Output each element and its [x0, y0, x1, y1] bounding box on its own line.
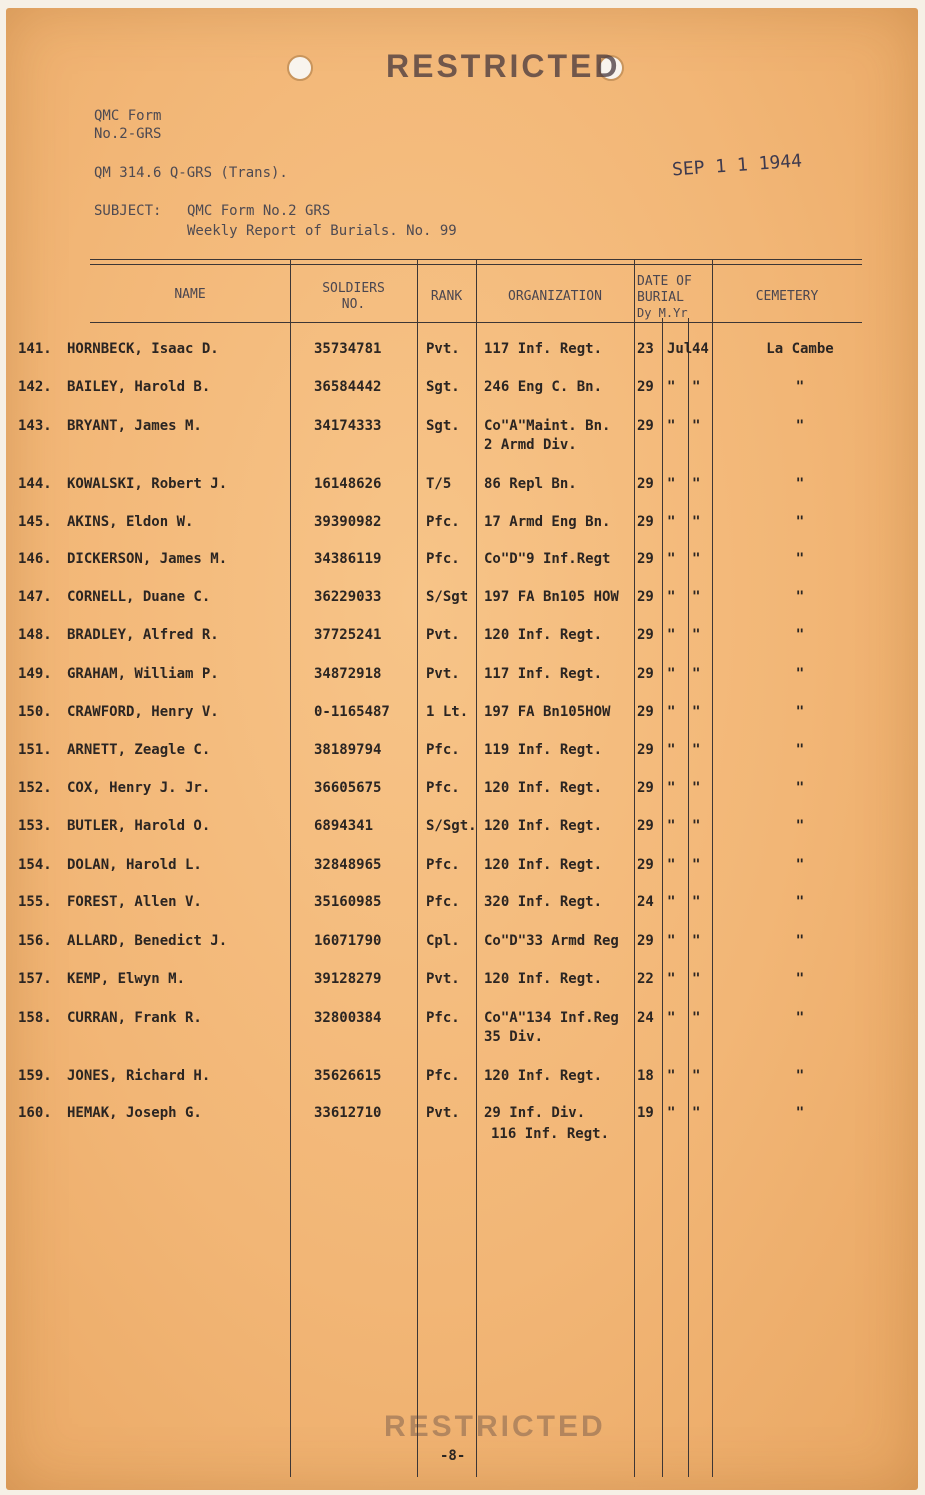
- rank: Pvt.: [426, 971, 460, 987]
- soldier-name: BRADLEY, Alfred R.: [67, 627, 219, 643]
- col-divider-rank: [476, 259, 477, 1477]
- soldier-name: KOWALSKI, Robert J.: [67, 476, 228, 492]
- soldier-name: AKINS, Eldon W.: [67, 514, 194, 530]
- serial-number: 6894341: [314, 818, 374, 834]
- rank: Sgt.: [426, 418, 460, 434]
- soldier-name: CURRAN, Frank R.: [67, 1010, 202, 1026]
- burial-year: ": [692, 818, 701, 834]
- serial-number: 33612710: [314, 1105, 382, 1121]
- burial-month: ": [667, 666, 676, 682]
- organization: 120 Inf. Regt.: [484, 627, 603, 643]
- serial-number: 37725241: [314, 627, 382, 643]
- serial-number: 35626615: [314, 1068, 382, 1084]
- soldier-name: CRAWFORD, Henry V.: [67, 704, 219, 720]
- page-number: -8-: [440, 1448, 466, 1464]
- form-label-line2: No.2-GRS: [94, 126, 162, 142]
- burial-day: 29: [637, 589, 654, 605]
- subject-label: SUBJECT:: [94, 203, 162, 219]
- soldier-name: HORNBECK, Isaac D.: [67, 341, 219, 357]
- soldier-name: ALLARD, Benedict J.: [67, 933, 228, 949]
- rank: Pfc.: [426, 1068, 460, 1084]
- col-divider-day: [662, 318, 663, 1477]
- cemetery: ": [795, 933, 805, 949]
- serial-number: 16148626: [314, 476, 382, 492]
- burial-year: 44: [692, 341, 709, 357]
- burial-month: ": [667, 933, 676, 949]
- organization: 120 Inf. Regt.: [484, 857, 603, 873]
- organization-line2: 2 Armd Div.: [484, 437, 577, 453]
- burial-year: ": [692, 933, 701, 949]
- soldier-name: BAILEY, Harold B.: [67, 379, 211, 395]
- cemetery: ": [795, 589, 805, 605]
- burial-day: 29: [637, 933, 654, 949]
- header-rank: RANK: [430, 289, 463, 304]
- burial-month: ": [667, 1068, 676, 1084]
- rank: Pvt.: [426, 1105, 460, 1121]
- rank: Sgt.: [426, 379, 460, 395]
- punch-hole-left: [287, 55, 313, 81]
- serial-number: 35734781: [314, 341, 382, 357]
- soldier-name: DICKERSON, James M.: [67, 551, 228, 567]
- cemetery: ": [795, 1105, 805, 1121]
- organization: 320 Inf. Regt.: [484, 894, 603, 910]
- cemetery: ": [795, 857, 805, 873]
- soldier-name: BUTLER, Harold O.: [67, 818, 211, 834]
- cemetery: ": [795, 1010, 805, 1026]
- row-number: 141.: [18, 341, 52, 357]
- row-number: 143.: [18, 418, 52, 434]
- organization: 119 Inf. Regt.: [484, 742, 603, 758]
- burial-year: ": [692, 476, 701, 492]
- cemetery: ": [795, 418, 805, 434]
- burial-year: ": [692, 627, 701, 643]
- row-number: 156.: [18, 933, 52, 949]
- header-date-sub: Dy M.Yr: [637, 306, 688, 320]
- organization-line2: 116 Inf. Regt.: [491, 1126, 610, 1142]
- burial-month: ": [667, 742, 676, 758]
- cemetery: ": [795, 704, 805, 720]
- serial-number: 0-1165487: [314, 704, 390, 720]
- burial-day: 24: [637, 1010, 654, 1026]
- soldier-name: ARNETT, Zeagle C.: [67, 742, 211, 758]
- rank: Pvt.: [426, 666, 460, 682]
- burial-year: ": [692, 857, 701, 873]
- rank: S/Sgt.: [426, 818, 477, 834]
- burial-day: 29: [637, 514, 654, 530]
- row-number: 150.: [18, 704, 52, 720]
- rank: 1 Lt.: [426, 704, 469, 720]
- organization: 120 Inf. Regt.: [484, 971, 603, 987]
- subject-line1: QMC Form No.2 GRS: [187, 203, 331, 219]
- rank: Pvt.: [426, 341, 460, 357]
- burial-year: ": [692, 1068, 701, 1084]
- rank: Pvt.: [426, 627, 460, 643]
- burial-day: 29: [637, 627, 654, 643]
- burial-day: 29: [637, 818, 654, 834]
- burial-month: ": [667, 627, 676, 643]
- burial-day: 23: [637, 341, 654, 357]
- burial-day: 22: [637, 971, 654, 987]
- burial-year: ": [692, 551, 701, 567]
- cemetery: ": [795, 514, 805, 530]
- soldier-name: COX, Henry J. Jr.: [67, 780, 211, 796]
- row-number: 157.: [18, 971, 52, 987]
- header-cemetery: CEMETERY: [755, 289, 819, 304]
- burial-month: ": [667, 589, 676, 605]
- burial-year: ": [692, 971, 701, 987]
- header-date-of-burial: DATE OF BURIAL: [637, 274, 692, 305]
- burial-day: 29: [637, 476, 654, 492]
- row-number: 145.: [18, 514, 52, 530]
- rank: Pfc.: [426, 894, 460, 910]
- row-number: 149.: [18, 666, 52, 682]
- organization: 17 Armd Eng Bn.: [484, 514, 611, 530]
- burial-day: 29: [637, 379, 654, 395]
- header-name: NAME: [174, 287, 206, 302]
- burial-day: 29: [637, 666, 654, 682]
- serial-number: 36229033: [314, 589, 382, 605]
- cemetery: ": [795, 1068, 805, 1084]
- cemetery: La Cambe: [766, 341, 834, 357]
- cemetery: ": [795, 818, 805, 834]
- row-number: 153.: [18, 818, 52, 834]
- rank: Pfc.: [426, 857, 460, 873]
- reference-line: QM 314.6 Q-GRS (Trans).: [94, 165, 288, 181]
- burial-day: 29: [637, 742, 654, 758]
- burial-year: ": [692, 1105, 701, 1121]
- row-number: 142.: [18, 379, 52, 395]
- serial-number: 35160985: [314, 894, 382, 910]
- burial-month: ": [667, 704, 676, 720]
- organization: 117 Inf. Regt.: [484, 341, 603, 357]
- burial-month: ": [667, 476, 676, 492]
- serial-number: 36584442: [314, 379, 382, 395]
- row-number: 146.: [18, 551, 52, 567]
- organization: 117 Inf. Regt.: [484, 666, 603, 682]
- burial-month: ": [667, 894, 676, 910]
- organization: 86 Repl Bn.: [484, 476, 577, 492]
- burial-year: ": [692, 742, 701, 758]
- row-number: 158.: [18, 1010, 52, 1026]
- soldier-name: FOREST, Allen V.: [67, 894, 202, 910]
- soldier-name: BRYANT, James M.: [67, 418, 202, 434]
- rank: S/Sgt: [426, 589, 469, 605]
- rank: Pfc.: [426, 551, 460, 567]
- rank: Pfc.: [426, 780, 460, 796]
- row-number: 148.: [18, 627, 52, 643]
- burial-year: ": [692, 1010, 701, 1026]
- burial-month: ": [667, 379, 676, 395]
- soldier-name: JONES, Richard H.: [67, 1068, 211, 1084]
- cemetery: ": [795, 894, 805, 910]
- organization: 120 Inf. Regt.: [484, 780, 603, 796]
- row-number: 152.: [18, 780, 52, 796]
- serial-number: 16071790: [314, 933, 382, 949]
- organization: 197 FA Bn105 HOW: [484, 589, 619, 605]
- cemetery: ": [795, 627, 805, 643]
- burial-month: ": [667, 418, 676, 434]
- burial-day: 29: [637, 418, 654, 434]
- col-divider-sn: [417, 259, 418, 1477]
- rank: Pfc.: [426, 1010, 460, 1026]
- serial-number: 34872918: [314, 666, 382, 682]
- col-divider-org: [634, 259, 635, 1477]
- rank: Pfc.: [426, 742, 460, 758]
- row-number: 147.: [18, 589, 52, 605]
- col-divider-name: [290, 259, 291, 1477]
- organization: Co"D"33 Armd Reg: [484, 933, 619, 949]
- row-number: 155.: [18, 894, 52, 910]
- burial-day: 29: [637, 551, 654, 567]
- cemetery: ": [795, 551, 805, 567]
- cemetery: ": [795, 666, 805, 682]
- organization: Co"A"Maint. Bn.: [484, 418, 611, 434]
- burial-year: ": [692, 704, 701, 720]
- burial-month: ": [667, 780, 676, 796]
- burial-month: ": [667, 818, 676, 834]
- organization: 120 Inf. Regt.: [484, 818, 603, 834]
- burial-month: ": [667, 857, 676, 873]
- soldier-name: GRAHAM, William P.: [67, 666, 219, 682]
- burial-month: ": [667, 514, 676, 530]
- burial-year: ": [692, 666, 701, 682]
- header-organization: ORGANIZATION: [508, 289, 602, 304]
- organization: 29 Inf. Div.: [484, 1105, 586, 1121]
- cemetery: ": [795, 379, 805, 395]
- cemetery: ": [795, 780, 805, 796]
- organization-line2: 35 Div.: [484, 1029, 544, 1045]
- organization: Co"D"9 Inf.Regt: [484, 551, 611, 567]
- burial-day: 29: [637, 857, 654, 873]
- cemetery: ": [795, 971, 805, 987]
- burial-month: ": [667, 971, 676, 987]
- header-soldiers-no: SOLDIERS NO.: [322, 281, 385, 312]
- soldier-name: KEMP, Elwyn M.: [67, 971, 186, 987]
- date-stamp: SEP 1 1 1944: [671, 150, 803, 181]
- burial-day: 18: [637, 1068, 654, 1084]
- rank: T/5: [426, 476, 452, 492]
- burial-day: 19: [637, 1105, 654, 1121]
- cemetery: ": [795, 476, 805, 492]
- burial-day: 29: [637, 704, 654, 720]
- burial-year: ": [692, 894, 701, 910]
- burial-year: ": [692, 379, 701, 395]
- rank: Cpl.: [426, 933, 460, 949]
- serial-number: 32848965: [314, 857, 382, 873]
- burial-month: ": [667, 1010, 676, 1026]
- serial-number: 36605675: [314, 780, 382, 796]
- serial-number: 39390982: [314, 514, 382, 530]
- row-number: 159.: [18, 1068, 52, 1084]
- burial-day: 24: [637, 894, 654, 910]
- restricted-stamp-bottom: RESTRICTED: [384, 1410, 606, 1443]
- soldier-name: DOLAN, Harold L.: [67, 857, 202, 873]
- row-number: 154.: [18, 857, 52, 873]
- col-divider-yr: [712, 259, 713, 1477]
- burial-month: ": [667, 551, 676, 567]
- form-label-line1: QMC Form: [94, 108, 162, 124]
- burial-year: ": [692, 780, 701, 796]
- row-number: 144.: [18, 476, 52, 492]
- organization: 197 FA Bn105HOW: [484, 704, 611, 720]
- soldier-name: CORNELL, Duane C.: [67, 589, 211, 605]
- subject-line2: Weekly Report of Burials. No. 99: [187, 223, 457, 239]
- organization: Co"A"134 Inf.Reg: [484, 1010, 619, 1026]
- serial-number: 34174333: [314, 418, 382, 434]
- soldier-name: HEMAK, Joseph G.: [67, 1105, 202, 1121]
- burial-year: ": [692, 589, 701, 605]
- burial-year: ": [692, 514, 701, 530]
- burial-month: ": [667, 1105, 676, 1121]
- burial-day: 29: [637, 780, 654, 796]
- restricted-stamp-top: RESTRICTED: [386, 48, 621, 84]
- organization: 120 Inf. Regt.: [484, 1068, 603, 1084]
- serial-number: 32800384: [314, 1010, 382, 1026]
- row-number: 151.: [18, 742, 52, 758]
- serial-number: 34386119: [314, 551, 382, 567]
- row-number: 160.: [18, 1105, 52, 1121]
- organization: 246 Eng C. Bn.: [484, 379, 603, 395]
- serial-number: 38189794: [314, 742, 382, 758]
- cemetery: ": [795, 742, 805, 758]
- rank: Pfc.: [426, 514, 460, 530]
- col-divider-mo: [688, 318, 689, 1477]
- serial-number: 39128279: [314, 971, 382, 987]
- burial-month: Jul: [667, 341, 693, 357]
- burial-year: ": [692, 418, 701, 434]
